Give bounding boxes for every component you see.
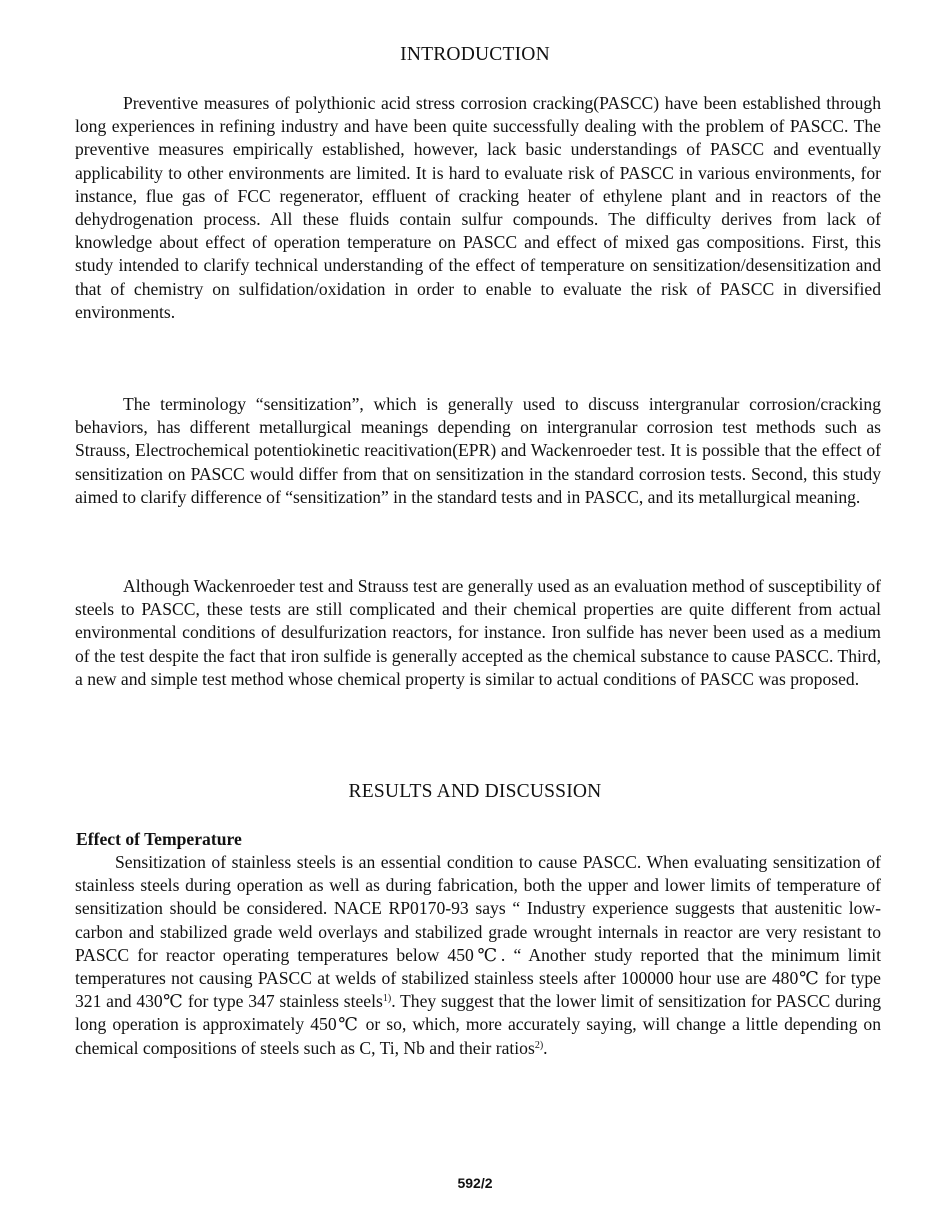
reference-marker-2: 2) xyxy=(534,1039,544,1051)
intro-paragraph-2: The terminology “sensitization”, which is generally used to discuss intergranular corrosion/cracking behaviors, has different metallurgical meanings depending on intergranular corrosion test methods such as Strauss, Electrochemical potentiokinetic reacitivation(EPR) and Wackenroeder test. It is possible that the effect of sensitization on PASCC would differ from that on sensitization in the standard corrosion tests. Second, this study aimed to clarify difference of “sensitization” in the standard tests and in PASCC, and its metallurgical meaning. xyxy=(75,394,881,507)
reference-marker-1: 1) xyxy=(382,993,392,1005)
intro-paragraph-1: Preventive measures of polythionic acid stress corrosion cracking(PASCC) have been established through long experiences in refining industry and have been quite successfully dealing with the problem of PASCC. The preventive measures empirically established, however, lack basic understandings of PASCC and eventually applicability to other environments are limited. It is hard to evaluate risk of PASCC in various environments, for instance, flue gas of FCC regenerator, effluent of cracking heater of ethylene plant and in reactors of the dehydrogenation process. All these fluids contain sulfur compounds. The difficulty derives from lack of knowledge about effect of operation temperature on PASCC and effect of mixed gas compositions. First, this study intended to clarify technical understanding of the effect of temperature on sensitization/desensitization and that of chemistry on sulfidation/oxidation in order to enable to evaluate the risk of PASCC in diversified environments. xyxy=(75,93,881,322)
effect-text-part1: Sensitization of stainless steels is an essential condition to cause PASCC. When evaluating sensitization of stainless steels during operation as well as during fabrication, both the upper and lower limits of temperature of sensitization should be considered. NACE RP0170-93 says “ Industry experience suggests that austenitic low-carbon and stabilized grade weld overlays and stabilized grade wrought internals in reactor are very resistant to PASCC for reactor operating temperatures below 450℃. “ Another study reported that the minimum limit temperatures not causing PASCC at welds of stabilized stainless steels after 100000 hour use are 480℃ for type 321 and 430℃ for type 347 stainless steels xyxy=(75,852,881,1012)
results-discussion-heading: RESULTS AND DISCUSSION xyxy=(348,781,602,802)
effect-text-part3: . xyxy=(543,1037,548,1058)
intro-paragraph-3: Although Wackenroeder test and Strauss test are generally used as an evaluation method of susceptibility of steels to PASCC, these tests are still complicated and their chemical properties are quite different from actual environmental conditions of desulfurization reactors, for instance. Iron sulfide has never been used as a medium of the test despite the fact that iron sulfide is generally accepted as the chemical substance to cause PASCC. Third, a new and simple test method whose chemical property is similar to actual conditions of PASCC was proposed. xyxy=(75,576,881,689)
page-number: 592/2 xyxy=(457,1175,493,1191)
introduction-heading: INTRODUCTION xyxy=(400,44,550,65)
effect-text-part2: . They suggest that the lower limit of sensitization for PASCC during long operation is approximately 450℃ or so, which, more accurately saying, will change a little depending on chemical compositions of steels such as C, Ti, Nb and their ratios xyxy=(75,991,881,1058)
effect-of-temperature-subheading: Effect of Temperature xyxy=(76,829,242,849)
effect-paragraph xyxy=(75,851,881,1060)
